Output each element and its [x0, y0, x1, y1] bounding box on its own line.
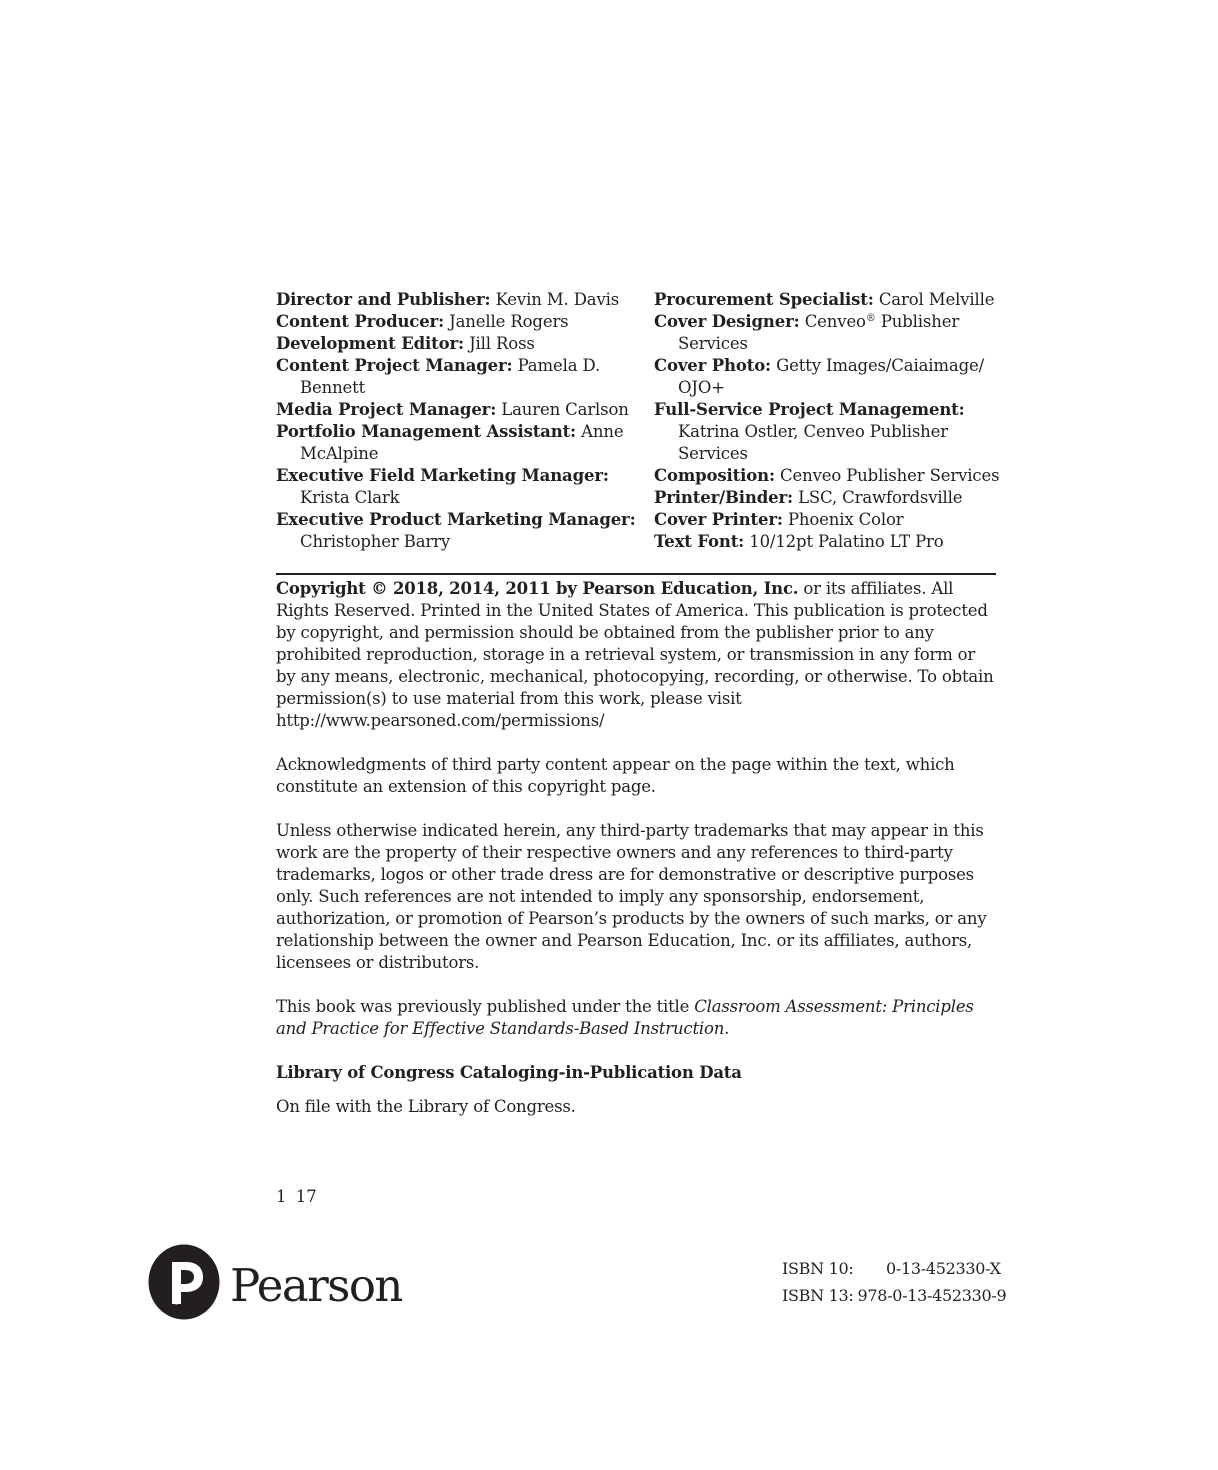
pearson-logo — [148, 1244, 402, 1320]
credit-cover-photo: Cover Photo: Getty Images/Caiaimage/ OJO+ — [654, 356, 985, 397]
credit-executive-field-marketing-manager: Executive Field Marketing Manager: Krista Clark — [276, 466, 609, 507]
credit-text-font: Text Font: 10/12pt Palatino LT Pro — [654, 532, 944, 551]
isbn-block — [782, 1255, 1006, 1309]
credit-content-project-manager: Content Project Manager: Pamela D. Bennett — [276, 356, 601, 397]
pearson-logo-icon — [148, 1244, 220, 1320]
lcc-text: On file with the Library of Congress. — [276, 1097, 576, 1116]
credits-right-column — [654, 289, 1004, 553]
credit-content-producer: Content Producer: Janelle Rogers — [276, 312, 569, 331]
trademarks-paragraph: Unless otherwise indicated herein, any third-party trademarks that may appear in this work are the property of their respective owners and any references to third-party trademarks, logos or other trade dress are for demonstrative or descriptive purposes only. Such references are not intended to imply any sponsorship, endorsement, authorization, or promotion of Pearson’s products by the owners of such marks, or any relationship between the owner and Pearson Education, Inc. or its affiliates, authors, licensees or distributors. — [276, 821, 987, 972]
credits-left-column — [276, 289, 636, 553]
credit-printer-binder: Printer/Binder: LSC, Crawfordsville — [654, 488, 963, 507]
print-line: 1 17 — [276, 1187, 317, 1206]
credit-procurement-specialist: Procurement Specialist: Carol Melville — [654, 290, 995, 309]
copyright-paragraph: Copyright © 2018, 2014, 2011 by Pearson Education, Inc. or its affiliates. All Rights Reserved. Printed in the United States of America. This publication is protected by copyright, and permission should be obtained from the publisher prior to any prohibited reproduction, storage in a retrieval system, or transmission in any form or by any means, electronic, mechanical, photocopying, recording, or otherwise. To obtain permission(s) to use material from this work, please visit http://www.pearsoned.com/permissions/ — [276, 579, 994, 730]
horizontal-divider — [276, 573, 996, 575]
registered-trademark-mark: ® — [865, 313, 876, 324]
credit-portfolio-management-assistant: Portfolio Management Assistant: Anne McAlpine — [276, 422, 624, 463]
isbn-10-row: ISBN 10: 0-13-452330-X — [782, 1259, 1001, 1278]
credit-media-project-manager: Media Project Manager: Lauren Carlson — [276, 400, 629, 419]
credit-cover-designer: Cover Designer: Cenveo® Publisher Services — [654, 312, 960, 353]
isbn-13-row: ISBN 13: 978-0-13-452330-9 — [782, 1286, 1007, 1305]
credit-executive-product-marketing-manager: Executive Product Marketing Manager: Christopher Barry — [276, 510, 636, 551]
copyright-section — [276, 578, 998, 1140]
previous-title-paragraph: This book was previously published under the title Classroom Assessment: Principles and Practice for Effective Standards-Based Instruction. — [276, 997, 974, 1038]
credit-cover-printer: Cover Printer: Phoenix Color — [654, 510, 904, 529]
credit-full-service-project-management: Full-Service Project Management: Katrina Ostler, Cenveo Publisher Services — [654, 400, 965, 463]
credit-composition: Composition: Cenveo Publisher Services — [654, 466, 1000, 485]
lcc-heading: Library of Congress Cataloging-in-Publication Data — [276, 1063, 742, 1082]
credit-director-publisher: Director and Publisher: Kevin M. Davis — [276, 290, 620, 309]
previous-book-title: Classroom Assessment: Principles and Practice for Effective Standards-Based Instruction — [276, 997, 974, 1038]
acknowledgments-paragraph: Acknowledgments of third party content appear on the page within the text, which constitute an extension of this copyright page. — [276, 755, 955, 796]
pearson-wordmark: Pearson — [230, 1258, 402, 1312]
credit-development-editor: Development Editor: Jill Ross — [276, 334, 535, 353]
